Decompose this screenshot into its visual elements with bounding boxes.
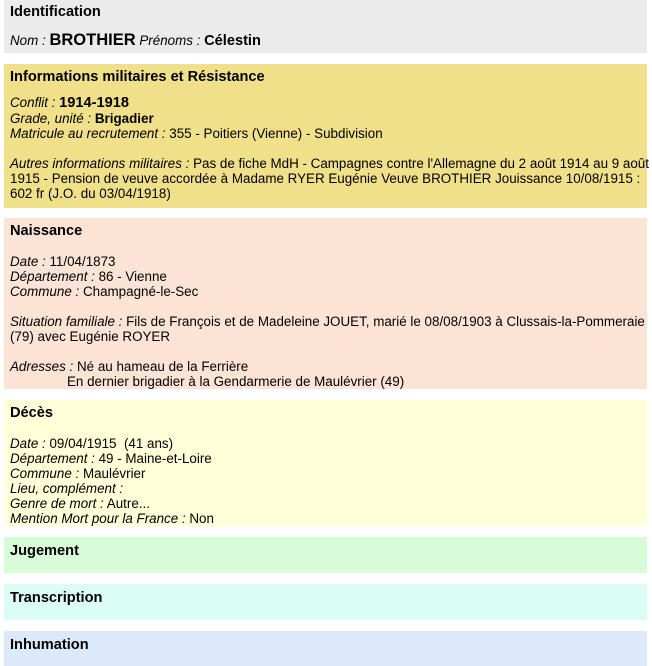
death-lieu-line [10, 481, 641, 496]
conflit-label: Conflit : [10, 95, 56, 110]
birth-departement-label: Département : [10, 269, 95, 284]
death-lieu-label: Lieu, complément : [10, 481, 124, 496]
adresses-line-1 [10, 359, 641, 374]
birth-commune-value: Champagné-le-Sec [82, 284, 199, 299]
military-section [4, 64, 647, 208]
matricule-value: 355 - Poitiers (Vienne) - Subdivision [169, 126, 383, 141]
military-title: Informations militaires et Résistance [10, 69, 265, 85]
birth-date-label: Date : [10, 254, 46, 269]
grade-value: Brigadier [94, 111, 154, 126]
judgment-section[interactable] [4, 537, 647, 573]
situation-value-1: Fils de François et de Madeleine JOUET, marié le 08/08/1903 à Clussais-la-Pommeraie [126, 314, 645, 329]
death-departement-value: 49 - Maine-et-Loire [98, 451, 212, 466]
death-genre-line [10, 496, 641, 511]
judgment-title[interactable]: Jugement [10, 543, 79, 559]
autres-value-2: 1915 - Pension de veuve accordée à Madame RYER Eugénie Veuve BROTHIER Jouissance 10/08/1915 : [10, 171, 641, 186]
transcription-section[interactable] [4, 584, 647, 620]
grade-line [10, 111, 641, 126]
nom-label: Nom : [10, 33, 46, 48]
autres-label: Autres informations militaires : [10, 156, 190, 171]
situation-line-1 [10, 314, 645, 329]
birth-commune-line [10, 284, 641, 299]
death-commune-line [10, 466, 641, 481]
death-departement-line [10, 451, 641, 466]
transcription-title[interactable]: Transcription [10, 590, 103, 606]
death-departement-label: Département : [10, 451, 95, 466]
death-commune-label: Commune : [10, 466, 80, 481]
death-date-label: Date : [10, 436, 46, 451]
death-genre-value: Autre... [106, 496, 150, 511]
autres-value-1: Pas de fiche MdH - Campagnes contre l'Allemagne du 2 août 1914 au 9 août [193, 156, 649, 171]
death-mention-line [10, 511, 641, 526]
burial-title[interactable]: Inhumation [10, 637, 89, 653]
nom-value: BROTHIER [49, 31, 136, 49]
death-commune-value: Maulévrier [82, 466, 146, 481]
adresse-1: Né au hameau de la Ferrière [77, 359, 249, 374]
adresse-2: En dernier brigadier à la Gendarmerie de Maulévrier (49) [67, 374, 405, 389]
birth-departement-line [10, 269, 641, 284]
identity-line [10, 31, 641, 50]
death-mention-value: Non [189, 511, 214, 526]
matricule-label: Matricule au recrutement : [10, 126, 166, 141]
death-date-value: 09/04/1915 [49, 436, 117, 451]
birth-title: Naissance [10, 223, 83, 239]
conflit-value: 1914-1918 [59, 95, 129, 111]
identification-title: Identification [10, 4, 101, 20]
conflit-line [10, 95, 641, 111]
autres-line-1 [10, 156, 649, 171]
situation-value-2: (79) avec Eugénie ROYER [10, 329, 171, 344]
birth-date-value: 11/04/1873 [49, 254, 116, 269]
matricule-line [10, 126, 641, 141]
death-mention-label: Mention Mort pour la France : [10, 511, 186, 526]
adresses-label: Adresses : [10, 359, 74, 374]
birth-date-line [10, 254, 641, 269]
prenoms-label: Prénoms : [139, 33, 201, 48]
death-date-line [10, 436, 641, 451]
situation-label: Situation familiale : [10, 314, 123, 329]
birth-section [4, 218, 647, 389]
birth-departement-value: 86 - Vienne [98, 269, 167, 284]
death-genre-label: Genre de mort : [10, 496, 104, 511]
death-age: (41 ans) [123, 436, 174, 451]
birth-commune-label: Commune : [10, 284, 80, 299]
autres-value-3: 602 fr (J.O. du 03/04/1918) [10, 186, 171, 201]
identification-section [4, 0, 647, 53]
death-title: Décès [10, 405, 54, 421]
death-section [4, 400, 647, 526]
burial-section[interactable] [4, 631, 647, 666]
prenoms-value: Célestin [204, 33, 261, 49]
grade-label: Grade, unité : [10, 111, 92, 126]
